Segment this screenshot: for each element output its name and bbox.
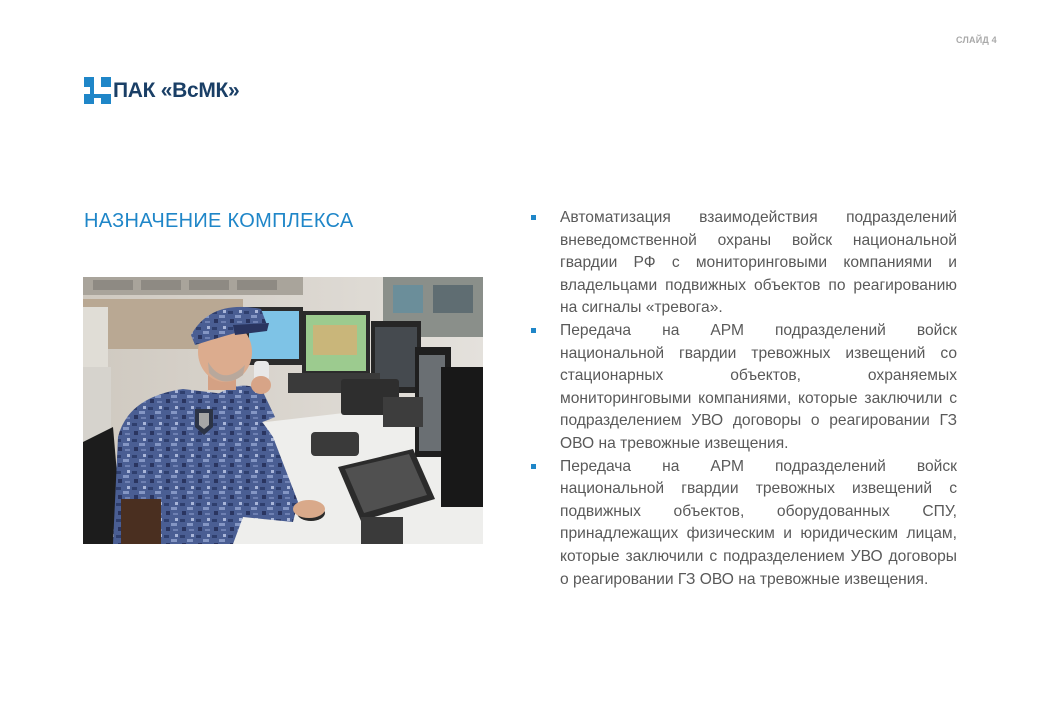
bullet-text: Автоматизация взаимодействия подразделений вневедомственной охраны войск национальной гвардии РФ с мониторинговыми компаниями и владельцами подвижных объектов по реагированию на сигналы «тревога». <box>560 209 957 317</box>
logo-text: ПАК «ВсМК» <box>113 79 240 102</box>
operator-photo <box>83 277 483 544</box>
square-bullet-icon <box>531 328 536 333</box>
section-title: НАЗНАЧЕНИЕ КОМПЛЕКСА <box>84 210 354 232</box>
bullet-list <box>530 207 957 591</box>
bullet-item <box>530 207 957 320</box>
bullet-text: Передача на АРМ подразделений войск национальной гвардии тревожных извещений со стационарных объектов, охраняемых мониторинговыми компаниями, которые заключили с подразделением УВО договоры о реагировании ГЗ ОВО на тревожные извещения. <box>560 321 957 452</box>
pak-logo-icon <box>84 77 111 104</box>
square-bullet-icon <box>531 215 536 220</box>
bullet-text: Передача на АРМ подразделений войск национальной гвардии тревожных извещений с подвижных объектов, оборудованных СПУ, принадлежащих физическим и юридическим лицам, которые заключили с подразделением УВО договоры о реагировании ГЗ ОВО на тревожные извещения. <box>560 457 957 588</box>
bullet-item <box>530 456 957 592</box>
bullet-item <box>530 320 957 456</box>
square-bullet-icon <box>531 464 536 469</box>
logo <box>84 77 239 104</box>
slide-number: СЛАЙД 4 <box>956 35 997 45</box>
